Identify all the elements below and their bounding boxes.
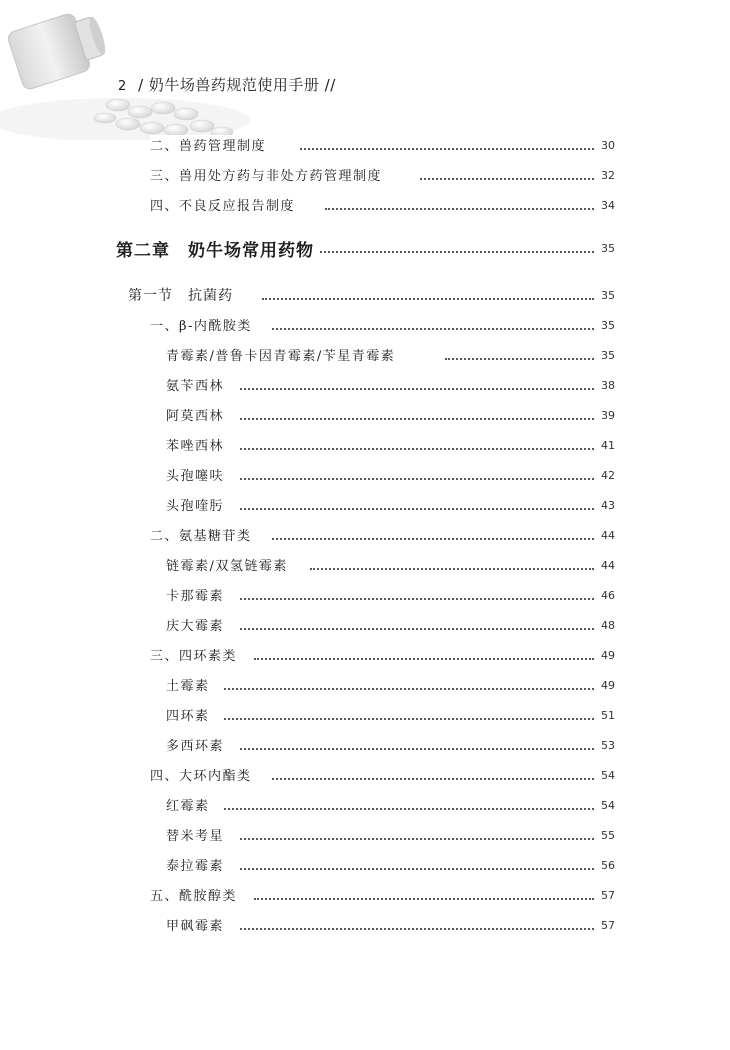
dot-leader [224, 718, 594, 720]
dot-leader [240, 838, 594, 840]
header-page-number: 2 [118, 79, 127, 94]
toc-entry-title: 四、不良反应报告制度 [150, 195, 299, 214]
toc-entry [0, 435, 730, 459]
toc-entry-page: 57 [601, 919, 615, 932]
toc-entry [0, 315, 730, 339]
toc-entry-title: 二、氨基糖苷类 [150, 525, 256, 544]
toc-section-entry [0, 285, 730, 309]
toc-entry-title: 四环素 [166, 705, 214, 724]
toc-chapter-entry [0, 236, 730, 260]
toc-entry [0, 765, 730, 789]
toc-entry [0, 165, 730, 189]
toc-entry [0, 615, 730, 639]
dot-leader [240, 868, 594, 870]
dot-leader [300, 148, 594, 150]
toc-entry [0, 795, 730, 819]
toc-entry [0, 705, 730, 729]
dot-leader [224, 808, 594, 810]
toc-entry-title: 青霉素/普鲁卡因青霉素/苄星青霉素 [166, 345, 399, 364]
toc-entry-title: 阿莫西林 [166, 405, 228, 424]
toc-entry [0, 195, 730, 219]
dot-leader [420, 178, 594, 180]
dot-leader [240, 748, 594, 750]
toc-entry [0, 345, 730, 369]
toc-entry-page: 44 [601, 559, 615, 572]
dot-leader [262, 298, 594, 300]
toc-entry-page: 57 [601, 889, 615, 902]
toc-entry [0, 915, 730, 939]
dot-leader [240, 628, 594, 630]
toc-entry [0, 465, 730, 489]
toc-entry-page: 41 [601, 439, 615, 452]
toc-entry [0, 555, 730, 579]
toc-entry-page: 49 [601, 649, 615, 662]
dot-leader [254, 658, 594, 660]
dot-leader [445, 358, 594, 360]
toc-entry-page: 46 [601, 589, 615, 602]
dot-leader [240, 928, 594, 930]
toc-entry-title: 二、兽药管理制度 [150, 135, 270, 154]
toc-entry [0, 135, 730, 159]
toc-entry-page: 43 [601, 499, 615, 512]
dot-leader [240, 508, 594, 510]
dot-leader [240, 418, 594, 420]
toc-entry-title: 多西环素 [166, 735, 228, 754]
dot-leader [240, 388, 594, 390]
toc-entry-title: 三、兽用处方药与非处方药管理制度 [150, 165, 386, 184]
running-header [118, 74, 336, 95]
toc-entry-title: 一、β-内酰胺类 [150, 315, 256, 334]
dot-leader [310, 568, 594, 570]
toc-entry-title: 第二章 奶牛场常用药物 [116, 236, 318, 261]
dot-leader [272, 778, 594, 780]
toc-entry-page: 54 [601, 769, 615, 782]
toc-entry-page: 54 [601, 799, 615, 812]
toc-entry-page: 53 [601, 739, 615, 752]
dot-leader [240, 448, 594, 450]
toc-entry-title: 四、大环内酯类 [150, 765, 256, 784]
toc-entry-page: 35 [601, 319, 615, 332]
toc-entry-title: 头孢喹肟 [166, 495, 228, 514]
toc-entry [0, 585, 730, 609]
toc-entry [0, 675, 730, 699]
toc-entry-page: 51 [601, 709, 615, 722]
toc-entry-title: 苯唑西林 [166, 435, 228, 454]
toc-entry-page: 34 [601, 199, 615, 212]
toc-entry-page: 48 [601, 619, 615, 632]
page-header [0, 0, 730, 140]
toc-entry-page: 49 [601, 679, 615, 692]
dot-leader [325, 208, 594, 210]
toc-entry-title: 庆大霉素 [166, 615, 228, 634]
toc-entry-title: 红霉素 [166, 795, 214, 814]
toc-entry [0, 825, 730, 849]
toc-entry-page: 30 [601, 139, 615, 152]
dot-leader [272, 328, 594, 330]
toc-entry-title: 泰拉霉素 [166, 855, 228, 874]
dot-leader [224, 688, 594, 690]
toc-entry [0, 495, 730, 519]
toc-entry-page: 35 [601, 289, 615, 302]
toc-entry-title: 卡那霉素 [166, 585, 228, 604]
toc-entry [0, 735, 730, 759]
toc-entry [0, 405, 730, 429]
toc-entry-page: 44 [601, 529, 615, 542]
header-book-title: / 奶牛场兽药规范使用手册 // [138, 76, 336, 94]
toc-entry-page: 39 [601, 409, 615, 422]
toc-entry [0, 375, 730, 399]
toc-entry-title: 甲砜霉素 [166, 915, 228, 934]
toc-entry-title: 第一节 抗菌药 [128, 285, 237, 305]
toc-entry-title: 链霉素/双氢链霉素 [166, 555, 292, 574]
toc-entry-page: 35 [601, 242, 615, 255]
toc-entry [0, 645, 730, 669]
toc-entry-page: 42 [601, 469, 615, 482]
dot-leader [240, 478, 594, 480]
dot-leader [272, 538, 594, 540]
toc-entry-page: 56 [601, 859, 615, 872]
toc-entry-page: 55 [601, 829, 615, 842]
toc-entry-page: 32 [601, 169, 615, 182]
toc-entry-title: 氨苄西林 [166, 375, 228, 394]
toc-entry [0, 525, 730, 549]
toc-entry [0, 885, 730, 909]
toc-entry-page: 35 [601, 349, 615, 362]
toc-entry-title: 头孢噻呋 [166, 465, 228, 484]
dot-leader [320, 251, 594, 253]
toc-entry-title: 土霉素 [166, 675, 214, 694]
toc-entry-title: 五、酰胺醇类 [150, 885, 241, 904]
dot-leader [240, 598, 594, 600]
toc-entry-title: 替米考星 [166, 825, 228, 844]
toc-entry-title: 三、四环素类 [150, 645, 241, 664]
toc-entry [0, 855, 730, 879]
dot-leader [254, 898, 594, 900]
toc-entry-page: 38 [601, 379, 615, 392]
pill-bottle-illustration [0, 0, 260, 140]
